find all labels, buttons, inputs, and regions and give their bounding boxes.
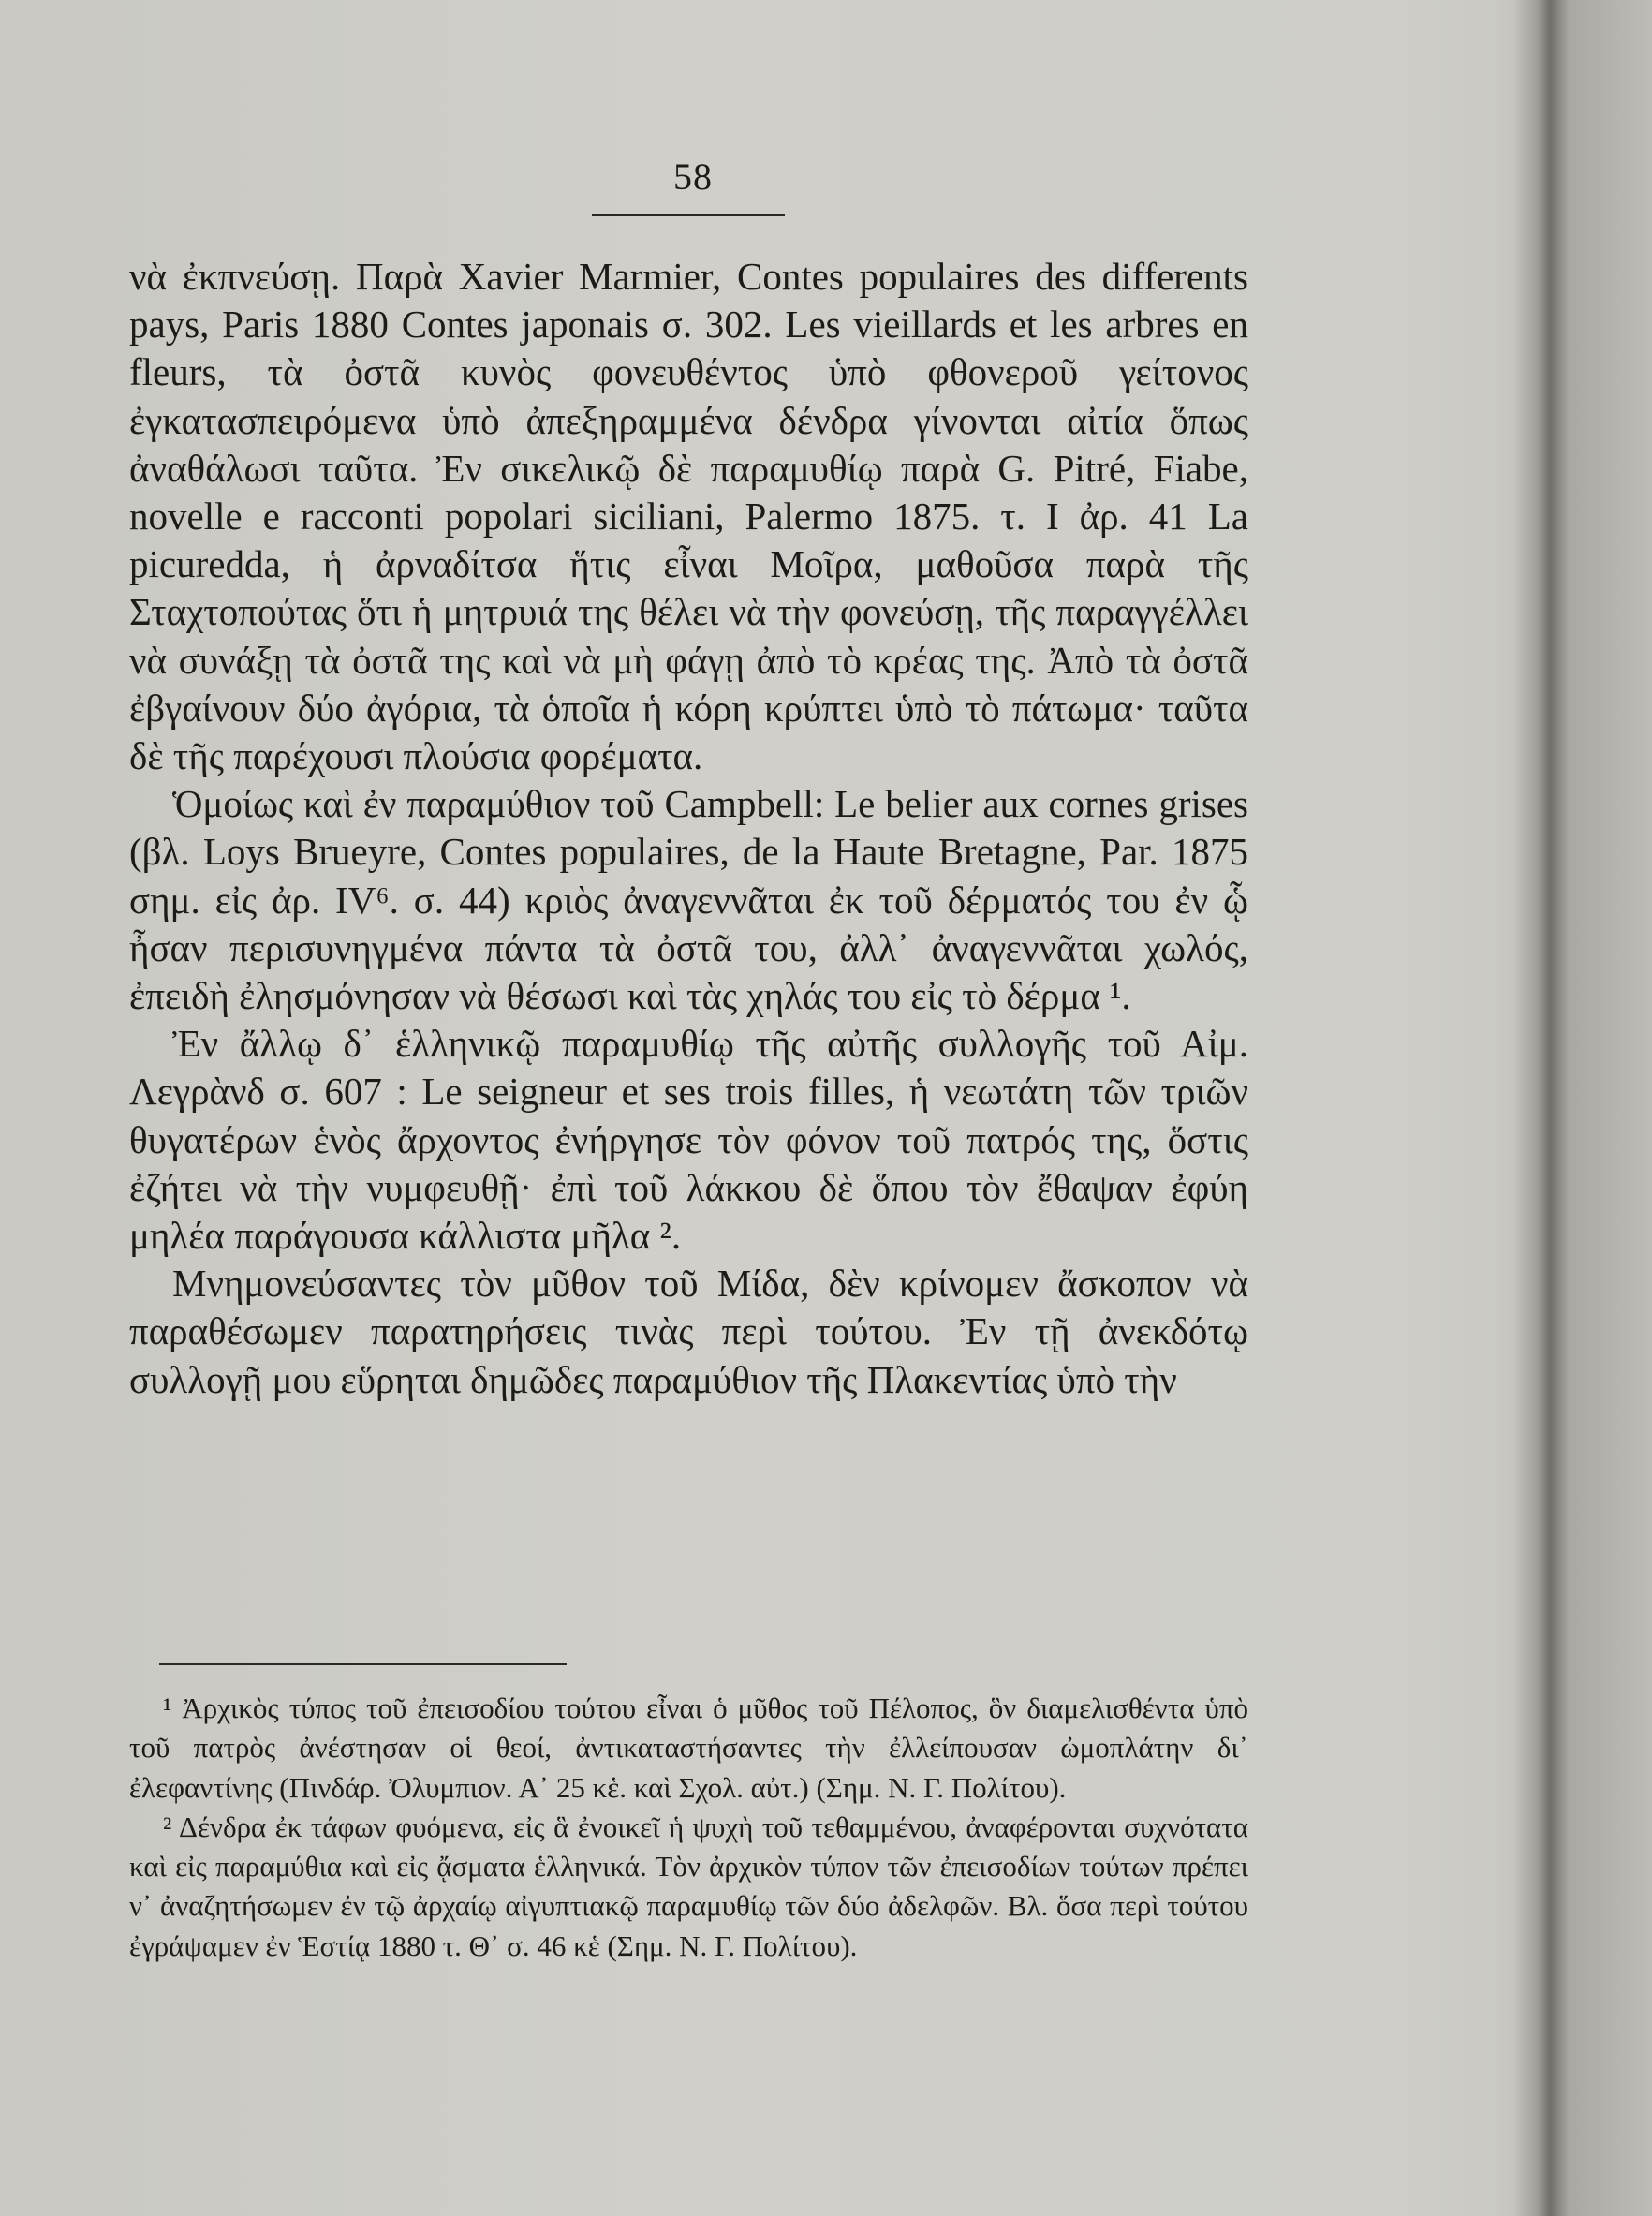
page-number-rule: [592, 214, 785, 216]
paragraph-1: νὰ ἐκπνεύσῃ. Παρὰ Xavier Marmier, Contes populaires des differents pays, Paris 1880 Contes japonais σ. 302. Les vieillards et les arbres en fleurs, τὰ ὀστᾶ κυνὸς φονευθέντος ὑπὸ φθονεροῦ γείτονος ἐγκατασπειρόμενα ὑπὸ ἀπεξηραμμένα δένδρα γίνονται αἰτία ὅπως ἀναθάλωσι ταῦτα. Ἐν σικελικῷ δὲ παραμυθίῳ παρὰ G. Pitré, Fiabe, novelle e racconti popolari siciliani, Palermo 1875. τ. I ἀρ. 41 La picuredda, ἡ ἀρναδίτσα ἥτις εἶναι Μοῖρα, μαθοῦσα παρὰ τῆς Σταχτοπούτας ὅτι ἡ μητρυιά της θέλει νὰ τὴν φονεύσῃ, τῆς παραγγέλλει νὰ συνάξῃ τὰ ὀστᾶ της καὶ νὰ μὴ φάγῃ ἀπὸ τὸ κρέας της. Ἀπὸ τὰ ὀστᾶ ἐβγαίνουν δύο ἀγόρια, τὰ ὁποῖα ἡ κόρη κρύπτει ὑπὸ τὸ πάτωμα· ταῦτα δὲ τῆς παρέχουσι πλούσια φορέματα.: [129, 255, 1248, 778]
footnote-2: ² Δένδρα ἐκ τάφων φυόμενα, εἰς ἃ ἐνοικεῖ ἡ ψυχὴ τοῦ τεθαμμένου, ἀναφέρονται συχνότατα καὶ εἰς παραμύθια καὶ εἰς ᾄσματα ἑλληνικά. Τὸν ἀρχικὸν τύπον τῶν ἐπεισοδίων τούτων πρέπει ν᾽ ἀναζητήσωμεν ἐν τῷ ἀρχαίῳ αἰγυπτιακῷ παραμυθίῳ τῶν δύο ἀδελφῶν. Βλ. ὅσα περὶ τούτου ἐγράψαμεν ἐν Ἑστίᾳ 1880 τ. Θ᾽ σ. 46 κἑ (Σημ. Ν. Γ. Πολίτου).: [129, 1810, 1248, 1962]
footnote-separator: [159, 1663, 567, 1665]
footnote-1: ¹ Ἀρχικὸς τύπος τοῦ ἐπεισοδίου τούτου εἶναι ὁ μῦθος τοῦ Πέλοπος, ὃν διαμελισθέντα ὑπὸ τοῦ πατρὸς ἀνέστησαν οἱ θεοί, ἀντικαταστήσαντες τὴν ἐλλείπουσαν ὠμοπλάτην δι᾽ ἐλεφαντίνης (Πινδάρ. Ὀλυμπιον. Α᾽ 25 κἑ. καὶ Σχολ. αὐτ.) (Σημ. Ν. Γ. Πολίτου).: [129, 1692, 1248, 1804]
paragraph-2: Ὁμοίως καὶ ἐν παραμύθιον τοῦ Campbell: Le belier aux cornes grises (βλ. Loys Brueyre, Contes populaires, de la Haute Bretagne, Par. 1875 σημ. εἰς ἀρ. IV⁶. σ. 44) κριὸς ἀναγεννᾶται ἐκ τοῦ δέρματός του ἐν ᾧ ἦσαν περισυνηγμένα πάντα τὰ ὀστᾶ του, ἀλλ᾽ ἀναγεννᾶται χωλός, ἐπειδὴ ἐλησμόνησαν νὰ θέσωσι καὶ τὰς χηλάς του εἰς τὸ δέρμα ¹.: [129, 782, 1248, 1018]
footnotes: [129, 1689, 1248, 1966]
main-text: [129, 253, 1248, 1404]
paragraph-4: Μνημονεύσαντες τὸν μῦθον τοῦ Μίδα, δὲν κρίνομεν ἄσκοπον νὰ παραθέσωμεν παρατηρήσεις τινὰς περὶ τούτου. Ἐν τῇ ἀνεκδότῳ συλλογῇ μου εὕρηται δημῶδες παραμύθιον τῆς Πλακεντίας ὑπὸ τὴν: [129, 1262, 1248, 1401]
paragraph-3: Ἐν ἄλλῳ δ᾽ ἑλληνικῷ παραμυθίῳ τῆς αὐτῆς συλλογῆς τοῦ Αἰμ. Λεγρὰνδ σ. 607 : Le seigneur et ses trois filles, ἡ νεωτάτη τῶν τριῶν θυγατέρων ἑνὸς ἄρχοντος ἐνήργησε τὸν φόνον τοῦ πατρός της, ὅστις ἐζήτει νὰ τὴν νυμφευθῇ· ἐπὶ τοῦ λάκκου δὲ ὅπου τὸν ἔθαψαν ἐφύη μηλέα παράγουσα κάλλιστα μῆλα ².: [129, 1022, 1248, 1258]
page-number: 58: [673, 155, 713, 198]
page-gutter-shadow: [1493, 0, 1652, 2216]
